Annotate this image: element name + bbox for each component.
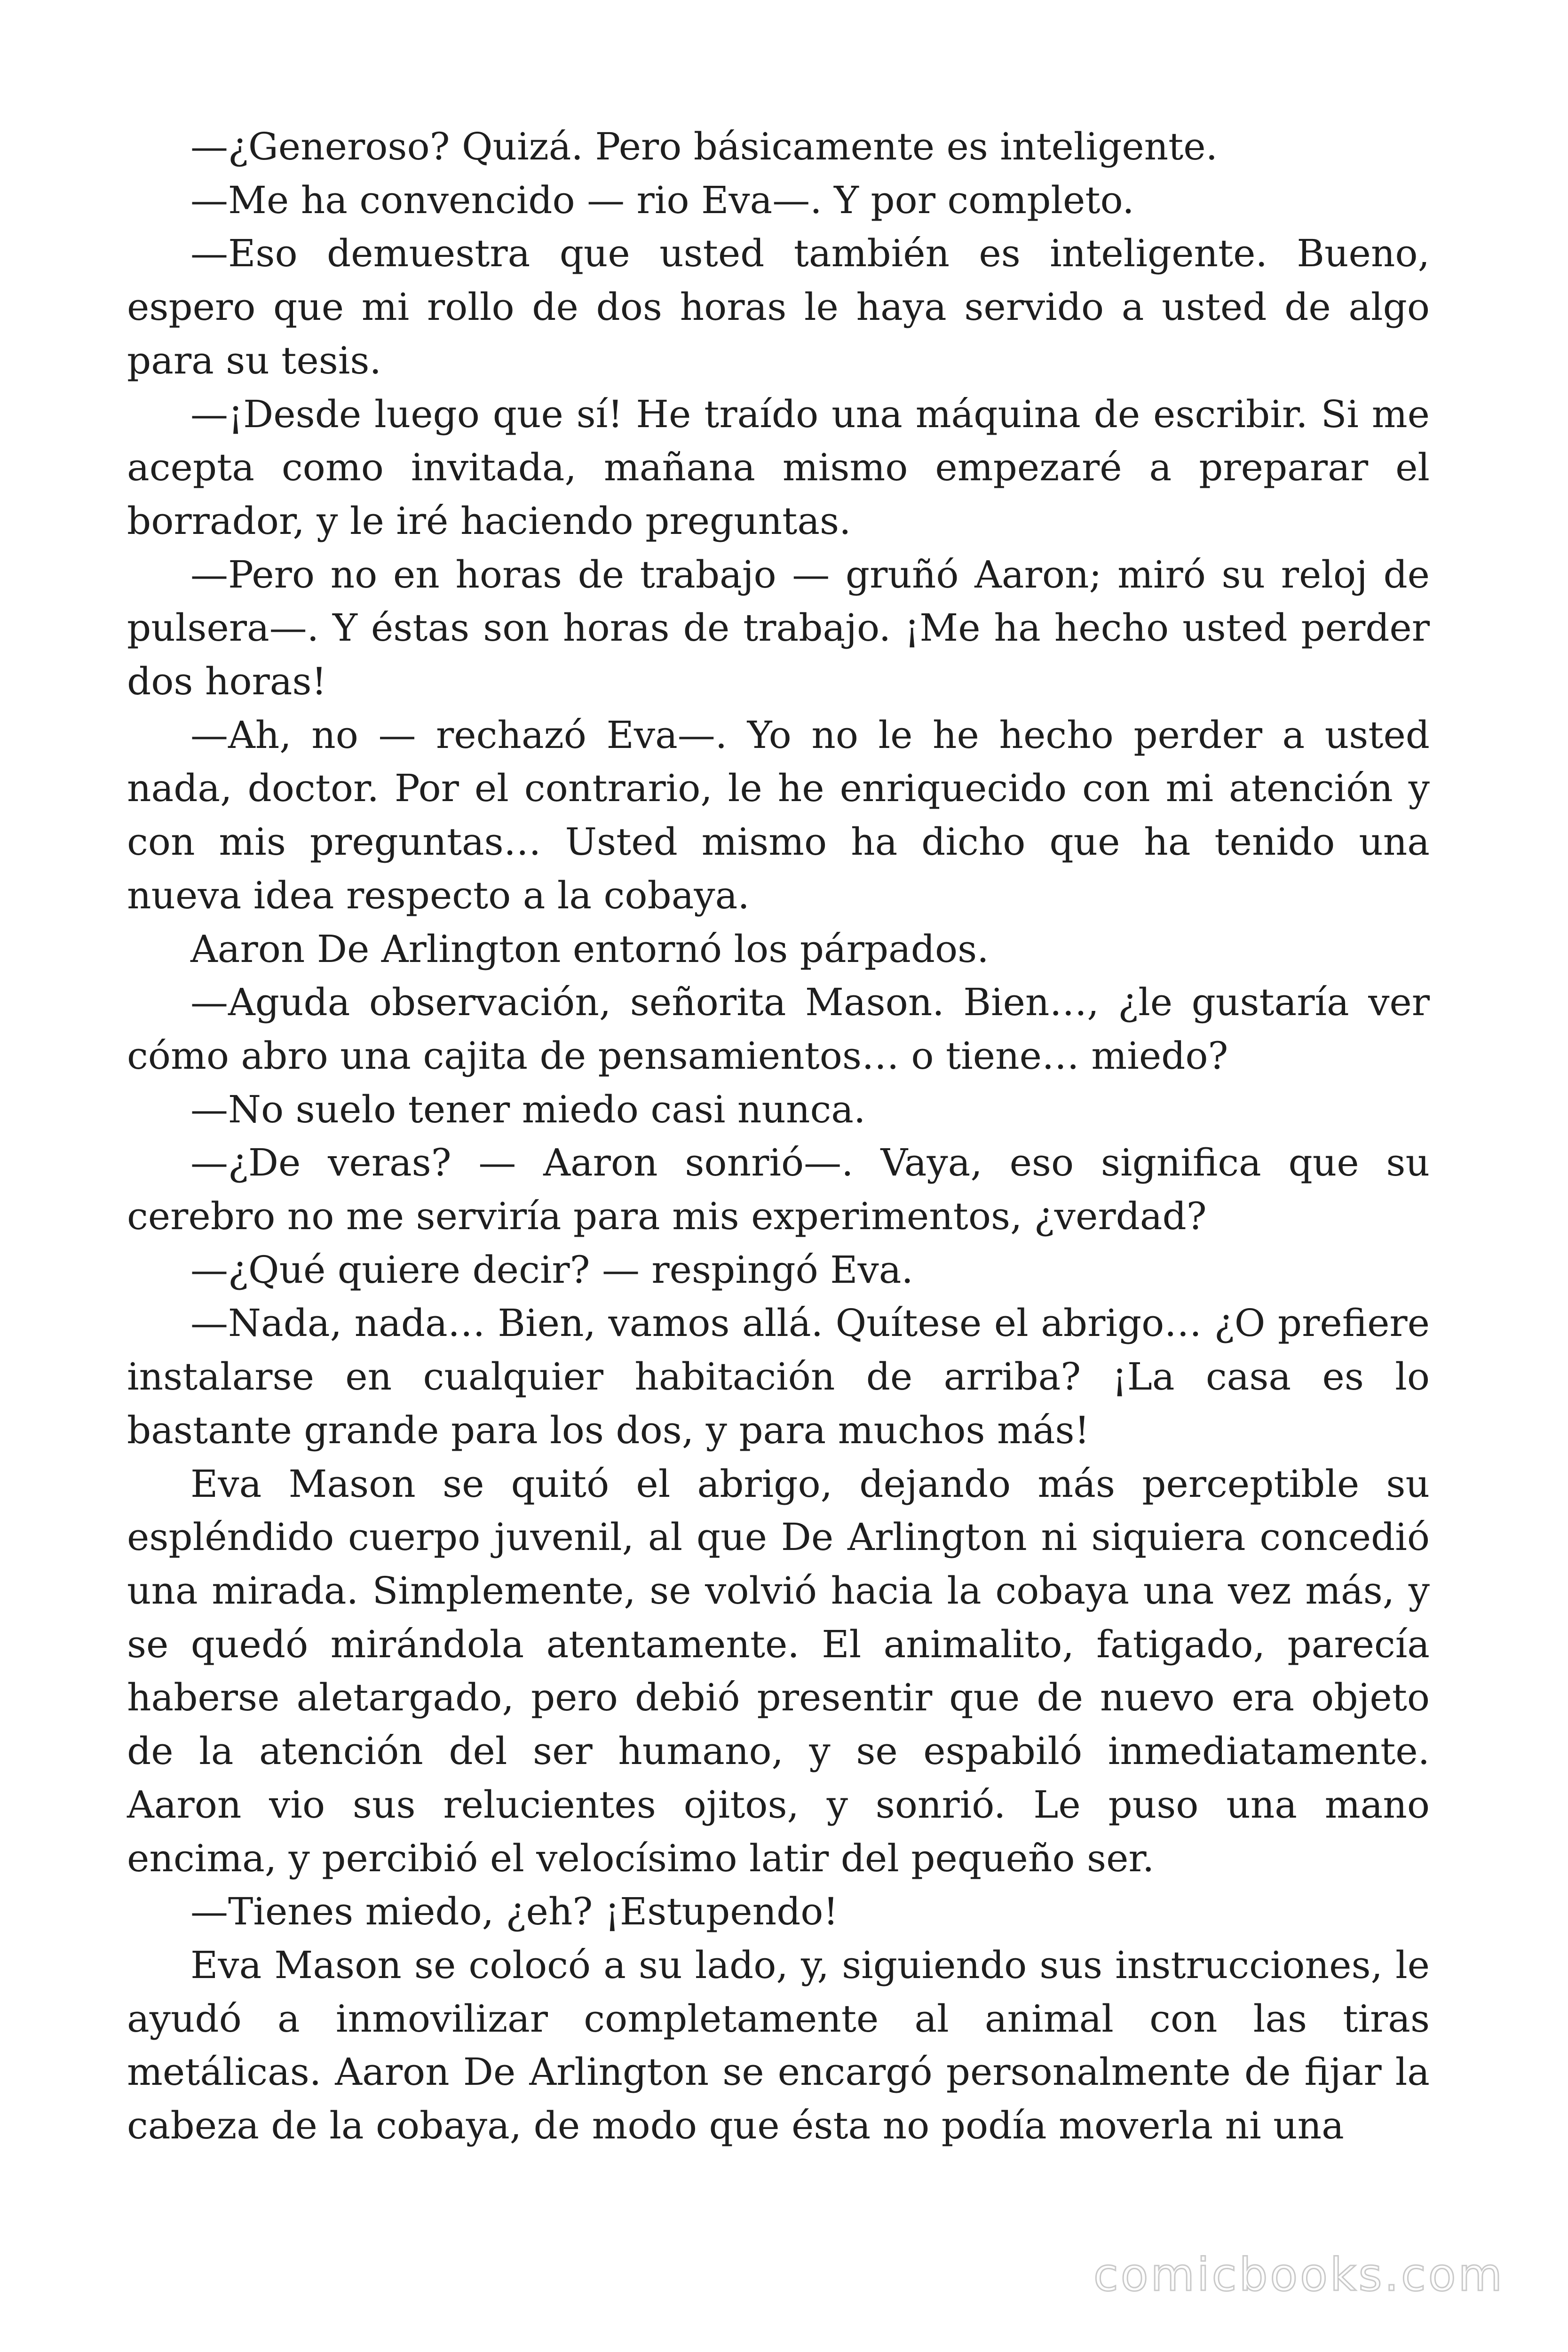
watermark: comicbooks.com: [1093, 2249, 1505, 2301]
paragraph: —¿Generoso? Quizá. Pero básicamente es inteligente.: [190, 125, 1218, 168]
paragraph: —Eso demuestra que usted también es inteligente. Bueno, espero que mi rollo de dos horas le haya servido a usted de algo para su tesis.: [127, 231, 1430, 382]
paragraph: —Pero no en horas de trabajo — gruñó Aaron; miró su reloj de pulsera—. Y éstas son horas de trabajo. ¡Me ha hecho usted perder dos horas!: [127, 552, 1430, 704]
paragraph: —Aguda observación, señorita Mason. Bien…, ¿le gustaría ver cómo abro una cajita de pensamientos… o tiene… miedo?: [127, 980, 1430, 1078]
paragraph: —No suelo tener miedo casi nunca.: [190, 1087, 866, 1131]
paragraph: —¿De veras? — Aaron sonrió—. Vaya, eso significa que su cerebro no me serviría para mis experimentos, ¿verdad?: [127, 1141, 1430, 1239]
body-text: [127, 120, 1430, 2153]
paragraph: —¿Qué quiere decir? — respingó Eva.: [190, 1248, 913, 1292]
paragraph: —Tienes miedo, ¿eh? ¡Estupendo!: [190, 1890, 839, 1934]
paragraph: Eva Mason se colocó a su lado, y, siguiendo sus instrucciones, le ayudó a inmovilizar completamente al animal con las tiras metálicas. Aaron De Arlington se encargó personalmente de fijar la cabeza de la cobaya, de modo que ésta no podía moverla ni una: [127, 1943, 1430, 2148]
paragraph: Aaron De Arlington entornó los párpados.: [190, 927, 989, 971]
paragraph: —¡Desde luego que sí! He traído una máquina de escribir. Si me acepta como invitada, mañana mismo empezaré a preparar el borrador, y le iré haciendo preguntas.: [127, 392, 1430, 543]
paragraph: —Nada, nada… Bien, vamos allá. Quítese el abrigo… ¿O prefiere instalarse en cualquier habitación de arriba? ¡La casa es lo bastante grande para los dos, y para muchos más!: [127, 1301, 1430, 1452]
paragraph: —Ah, no — rechazó Eva—. Yo no le he hecho perder a usted nada, doctor. Por el contrario, le he enriquecido con mi atención y con mis preguntas… Usted mismo ha dicho que ha tenido una nueva idea respecto a la cobaya.: [127, 713, 1430, 917]
paragraph: Eva Mason se quitó el abrigo, dejando más perceptible su espléndido cuerpo juvenil, al que De Arlington ni siquiera concedió una mirada. Simplemente, se volvió hacia la cobaya una vez más, y se quedó mirándola atentamente. El animalito, fatigado, parecía haberse aletargado, pero debió presentir que de nuevo era objeto de la atención del ser humano, y se espabiló inmediatamente. Aaron vio sus relucientes ojitos, y sonrió. Le puso una mano encima, y percibió el velocísimo latir del pequeño ser.: [127, 1462, 1430, 1880]
paragraph: —Me ha convencido — rio Eva—. Y por completo.: [190, 178, 1134, 222]
